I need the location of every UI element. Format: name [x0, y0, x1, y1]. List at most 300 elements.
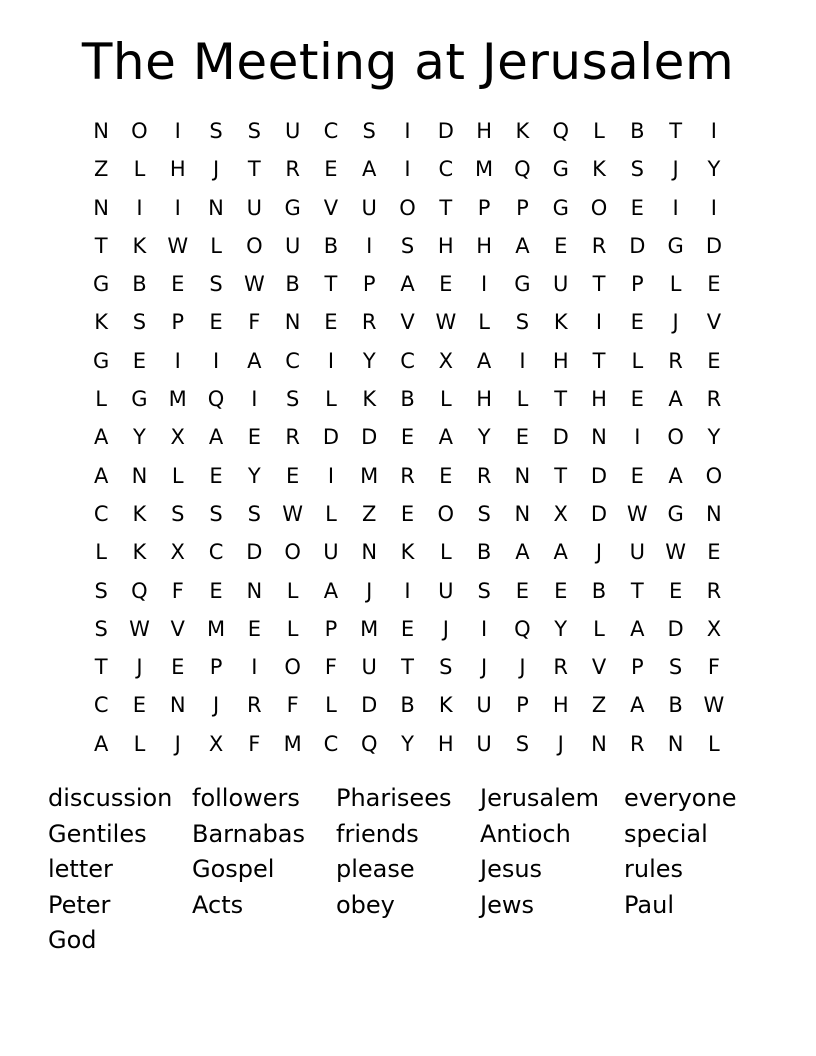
grid-letter: Y — [401, 731, 414, 756]
grid-letter: U — [476, 731, 492, 756]
grid-letter: I — [481, 616, 488, 641]
grid-letter: I — [174, 119, 181, 143]
grid-letter: E — [400, 425, 415, 450]
word-bank-item: Antioch — [480, 819, 571, 848]
grid-letter: B — [400, 387, 415, 412]
grid-letter: N — [514, 463, 531, 488]
grid-letter: L — [171, 463, 184, 488]
grid-letter: A — [400, 272, 415, 297]
grid-letter: T — [94, 233, 108, 258]
grid-letter: K — [400, 540, 415, 565]
grid-letter: D — [361, 693, 378, 718]
grid-letter: E — [439, 463, 453, 488]
grid-letter: N — [169, 693, 186, 718]
grid-letter: V — [400, 310, 415, 335]
grid-letter: L — [286, 578, 299, 603]
grid-letter: A — [630, 693, 645, 718]
grid-letter: J — [174, 731, 181, 756]
grid-letter: V — [170, 616, 185, 641]
grid-letter: T — [94, 655, 108, 680]
grid-letter: R — [285, 425, 300, 450]
grid-letter: P — [362, 272, 376, 297]
grid-letter: S — [209, 501, 223, 526]
grid-letter: L — [593, 119, 605, 143]
word-bank — [48, 781, 778, 959]
grid-letter: N — [361, 540, 378, 565]
grid-letter: L — [325, 501, 337, 526]
grid-letter: M — [283, 731, 302, 756]
word-bank-item: Jerusalem — [480, 784, 599, 812]
grid-letter: I — [595, 310, 603, 335]
grid-letter: E — [630, 195, 644, 220]
grid-letter: I — [251, 655, 258, 680]
grid-letter: L — [669, 272, 682, 297]
grid-row — [82, 686, 734, 724]
grid-letter: E — [171, 655, 185, 680]
word-bank-item: Gentiles — [48, 819, 147, 848]
grid-letter: E — [707, 272, 721, 297]
grid-letter: L — [133, 157, 146, 182]
grid-row — [82, 725, 734, 763]
grid-letter: I — [251, 387, 258, 412]
grid-letter: L — [478, 310, 490, 335]
grid-letter: L — [133, 731, 146, 756]
grid-letter: L — [708, 731, 720, 756]
grid-letter: O — [399, 195, 416, 220]
grid-letter: X — [438, 348, 454, 373]
grid-letter: J — [672, 157, 679, 182]
grid-letter: A — [515, 540, 530, 565]
grid-letter: E — [209, 310, 223, 335]
grid-letter: D — [552, 425, 569, 450]
grid-row — [82, 495, 734, 533]
grid-letter: C — [400, 348, 415, 373]
grid-letter: V — [706, 310, 722, 335]
grid-letter: B — [591, 578, 607, 603]
grid-letter: J — [212, 693, 220, 718]
grid-letter: T — [669, 119, 683, 143]
grid-letter: E — [630, 310, 644, 335]
word-bank-item: discussion — [48, 784, 173, 812]
grid-letter: G — [552, 195, 569, 220]
grid-letter: N — [246, 578, 263, 603]
grid-letter: N — [131, 463, 148, 488]
page-title: The Meeting at Jerusalem — [81, 33, 735, 91]
grid-letter: W — [129, 616, 150, 641]
grid-letter: G — [284, 195, 301, 220]
grid-letter: T — [439, 195, 453, 220]
word-bank-item: Barnabas — [192, 819, 305, 848]
grid-letter: P — [630, 272, 644, 297]
grid-letter: G — [93, 348, 110, 373]
grid-letter: P — [477, 195, 491, 220]
grid-letter: S — [477, 578, 491, 603]
grid-letter: P — [171, 310, 185, 335]
grid-letter: Y — [707, 425, 721, 450]
word-bank-item: rules — [624, 855, 684, 883]
grid-letter: I — [519, 348, 526, 373]
grid-letter: U — [284, 233, 301, 258]
grid-letter: S — [630, 157, 644, 182]
grid-letter: A — [93, 731, 109, 756]
grid-letter: K — [438, 693, 453, 718]
grid-letter: G — [514, 272, 531, 297]
grid-letter: Y — [707, 157, 721, 182]
grid-letter: E — [707, 348, 721, 373]
grid-letter: O — [667, 425, 684, 450]
grid-letter: L — [325, 387, 337, 412]
grid-letter: A — [323, 578, 339, 603]
grid-letter: L — [210, 233, 222, 258]
grid-letter: B — [323, 233, 339, 258]
word-bank-item: Jesus — [480, 855, 543, 883]
grid-letter: A — [208, 425, 224, 450]
grid-letter: D — [629, 233, 646, 258]
grid-letter: B — [630, 119, 645, 143]
grid-letter: L — [95, 540, 107, 565]
grid-letter: J — [557, 731, 564, 756]
grid-letter: R — [668, 348, 683, 373]
grid-letter: U — [361, 655, 377, 680]
grid-letter: E — [209, 578, 223, 603]
word-bank-item: Gospel — [192, 855, 275, 883]
grid-letter: O — [284, 655, 301, 680]
grid-letter: S — [362, 119, 376, 143]
grid-letter: I — [174, 195, 181, 220]
grid-letter: C — [208, 540, 224, 565]
grid-letter: W — [703, 693, 725, 718]
grid-letter: P — [630, 655, 644, 680]
grid-letter: A — [362, 157, 377, 182]
grid-letter: G — [93, 272, 110, 297]
grid-letter: C — [438, 157, 454, 182]
grid-letter: A — [247, 348, 262, 373]
grid-letter: F — [248, 731, 261, 756]
grid-letter: S — [247, 119, 261, 143]
grid-letter: A — [93, 425, 109, 450]
grid-letter: R — [630, 731, 645, 756]
grid-letter: W — [626, 501, 648, 526]
grid-letter: I — [136, 195, 143, 220]
grid-letter: W — [243, 272, 265, 297]
grid-letter: T — [554, 387, 568, 412]
grid-letter: B — [132, 272, 147, 297]
grid-letter: S — [515, 310, 530, 335]
grid-letter: R — [285, 157, 300, 182]
grid-row — [82, 227, 734, 265]
grid-row — [82, 150, 734, 188]
grid-letter: I — [212, 348, 220, 373]
grid-letter: W — [282, 501, 304, 526]
grid-letter: S — [94, 616, 108, 641]
grid-letter: K — [132, 540, 147, 565]
grid-letter: D — [437, 119, 454, 143]
grid-letter: R — [400, 463, 415, 488]
grid-letter: G — [131, 387, 148, 412]
grid-letter: L — [631, 348, 644, 373]
grid-letter: P — [516, 195, 529, 220]
grid-letter: I — [327, 348, 335, 373]
grid-letter: D — [705, 233, 722, 258]
grid-letter: E — [439, 272, 453, 297]
grid-row — [82, 189, 734, 227]
grid-letter: I — [481, 272, 488, 297]
grid-letter: E — [132, 693, 147, 718]
grid-letter: O — [246, 233, 263, 258]
grid-letter: S — [209, 119, 223, 143]
grid-letter: J — [672, 310, 679, 335]
grid-letter: M — [360, 463, 379, 488]
grid-letter: L — [286, 616, 299, 641]
grid-letter: W — [435, 310, 457, 335]
grid-letter: A — [630, 616, 645, 641]
grid-letter: I — [327, 463, 335, 488]
grid-letter: S — [439, 655, 453, 680]
grid-letter: F — [324, 655, 337, 680]
grid-letter: Q — [514, 616, 531, 641]
grid-letter: P — [209, 655, 223, 680]
grid-letter: C — [285, 348, 300, 373]
grid-letter: G — [667, 233, 684, 258]
grid-letter: L — [95, 387, 107, 412]
word-bank-item: everyone — [624, 784, 737, 812]
grid-letter: E — [247, 616, 261, 641]
word-bank-item: Paul — [624, 890, 674, 919]
grid-letter: J — [212, 157, 220, 182]
grid-letter: P — [516, 693, 529, 718]
grid-letter: I — [710, 195, 717, 220]
grid-letter: T — [401, 655, 414, 680]
grid-letter: N — [591, 425, 607, 450]
grid-letter: D — [590, 501, 608, 526]
word-bank-item: friends — [336, 819, 419, 848]
grid-letter: L — [325, 693, 337, 718]
grid-letter: B — [400, 693, 415, 718]
grid-letter: R — [361, 310, 377, 335]
grid-letter: E — [554, 578, 568, 603]
grid-letter: R — [247, 693, 262, 718]
grid-row — [82, 303, 734, 341]
grid-letter: H — [476, 387, 493, 412]
grid-row — [82, 610, 734, 648]
grid-letter: J — [519, 655, 526, 680]
grid-letter: I — [366, 233, 373, 258]
grid-letter: E — [247, 425, 261, 450]
grid-letter: N — [591, 731, 607, 756]
grid-letter: H — [476, 233, 493, 258]
grid-letter: S — [209, 272, 223, 297]
grid-letter: E — [324, 157, 338, 182]
grid-letter: U — [629, 540, 645, 565]
grid-letter: G — [667, 501, 684, 526]
grid-letter: K — [553, 310, 568, 335]
grid-letter: V — [323, 195, 339, 220]
grid-letter: O — [437, 501, 455, 526]
grid-row — [82, 342, 734, 380]
grid-letter: Q — [552, 119, 569, 143]
grid-letter: D — [361, 425, 378, 450]
grid-letter: F — [248, 310, 261, 335]
grid-letter: N — [667, 731, 684, 756]
grid-letter: K — [132, 233, 147, 258]
grid-letter: R — [553, 655, 568, 680]
grid-letter: T — [592, 272, 606, 297]
grid-letter: H — [552, 693, 569, 718]
grid-letter: U — [438, 578, 454, 603]
grid-letter: E — [515, 578, 530, 603]
grid-letter: O — [590, 195, 608, 220]
grid-letter: E — [630, 387, 644, 412]
grid-letter: N — [284, 310, 301, 335]
grid-letter: O — [131, 119, 148, 143]
grid-letter: P — [324, 616, 338, 641]
grid-letter: F — [707, 655, 720, 680]
grid-row — [82, 418, 734, 456]
grid-letter: K — [94, 310, 109, 335]
grid-letter: W — [665, 540, 686, 565]
grid-letter: J — [481, 655, 488, 680]
grid-letter: E — [515, 425, 530, 450]
grid-letter: M — [168, 387, 187, 412]
grid-letter: B — [668, 693, 683, 718]
grid-letter: T — [630, 578, 644, 603]
grid-letter: D — [590, 463, 608, 488]
grid-letter: O — [284, 540, 301, 565]
grid-letter: U — [476, 693, 492, 718]
grid-letter: Z — [591, 693, 607, 718]
grid-letter: K — [515, 119, 530, 143]
grid-letter: U — [246, 195, 263, 220]
grid-letter: X — [706, 616, 722, 641]
grid-letter: J — [136, 655, 143, 680]
grid-letter: Q — [360, 731, 378, 756]
grid-letter: S — [247, 501, 261, 526]
grid-row — [82, 112, 734, 150]
grid-letter: S — [94, 578, 108, 603]
grid-letter: N — [208, 195, 224, 220]
grid-letter: E — [554, 233, 568, 258]
grid-letter: Y — [247, 463, 261, 488]
grid-letter: J — [366, 578, 373, 603]
grid-letter: I — [404, 578, 411, 603]
grid-letter: E — [707, 540, 721, 565]
grid-letter: D — [322, 425, 340, 450]
grid-letter: I — [404, 157, 411, 182]
grid-letter: W — [167, 233, 189, 258]
grid-letter: K — [132, 501, 147, 526]
grid-letter: U — [361, 195, 377, 220]
grid-letter: L — [593, 616, 605, 641]
grid-letter: H — [591, 387, 607, 412]
grid-letter: C — [93, 501, 109, 526]
grid-letter: Y — [554, 616, 568, 641]
grid-letter: H — [476, 119, 493, 143]
grid-letter: B — [476, 540, 492, 565]
grid-letter: I — [404, 119, 411, 143]
grid-letter: I — [672, 195, 679, 220]
grid-letter: N — [706, 501, 722, 526]
grid-letter: I — [174, 348, 181, 373]
grid-letter: S — [515, 731, 530, 756]
grid-letter: D — [246, 540, 263, 565]
grid-letter: X — [170, 425, 185, 450]
grid-letter: Y — [362, 348, 376, 373]
grid-letter: R — [476, 463, 492, 488]
grid-letter: M — [475, 157, 494, 182]
grid-letter: E — [132, 348, 147, 373]
word-bank-item: Acts — [192, 890, 244, 919]
grid-letter: S — [477, 501, 491, 526]
grid-letter: Z — [93, 157, 109, 182]
grid-letter: X — [553, 501, 568, 526]
grid-letter: S — [668, 655, 683, 680]
grid-letter: E — [171, 272, 185, 297]
grid-letter: N — [93, 119, 109, 143]
grid-letter: T — [247, 157, 261, 182]
grid-letter: S — [285, 387, 300, 412]
grid-row — [82, 648, 734, 686]
grid-letter: A — [553, 540, 568, 565]
grid-letter: A — [93, 463, 109, 488]
grid-letter: Z — [362, 501, 377, 526]
grid-letter: Q — [131, 578, 148, 603]
grid-letter: S — [400, 233, 415, 258]
word-bank-item: Jews — [480, 890, 534, 919]
grid-letter: E — [285, 463, 300, 488]
grid-letter: K — [592, 157, 606, 182]
grid-letter: N — [514, 501, 531, 526]
grid-letter: S — [171, 501, 185, 526]
grid-letter: G — [552, 157, 569, 182]
grid-letter: Y — [477, 425, 491, 450]
grid-letter: M — [206, 616, 226, 641]
grid-letter: N — [93, 195, 109, 220]
word-search-grid — [82, 112, 734, 763]
word-bank-item: followers — [192, 784, 300, 812]
grid-letter: E — [400, 501, 415, 526]
grid-row — [82, 457, 734, 495]
grid-row — [82, 572, 734, 610]
grid-letter: J — [595, 540, 603, 565]
grid-letter: E — [209, 463, 223, 488]
grid-letter: B — [285, 272, 300, 297]
grid-letter: Y — [133, 425, 146, 450]
grid-letter: F — [171, 578, 184, 603]
grid-letter: A — [515, 233, 530, 258]
grid-letter: M — [360, 616, 379, 641]
grid-letter: T — [324, 272, 338, 297]
grid-letter: L — [516, 387, 529, 412]
grid-letter: Q — [514, 157, 531, 182]
grid-letter: C — [323, 731, 339, 756]
grid-letter: C — [93, 693, 109, 718]
grid-letter: T — [592, 348, 606, 373]
grid-letter: S — [132, 310, 147, 335]
grid-letter: L — [439, 387, 452, 412]
grid-letter: D — [667, 616, 684, 641]
grid-letter: H — [169, 157, 186, 182]
word-bank-item: God — [48, 926, 97, 954]
grid-row — [82, 533, 734, 571]
grid-letter: A — [668, 463, 683, 488]
word-bank-item: Pharisees — [336, 784, 452, 812]
grid-letter: H — [437, 233, 454, 258]
grid-letter: C — [323, 119, 339, 143]
grid-letter: V — [591, 655, 607, 680]
grid-letter: O — [705, 463, 723, 488]
grid-letter: A — [438, 425, 453, 450]
grid-letter: K — [362, 387, 377, 412]
